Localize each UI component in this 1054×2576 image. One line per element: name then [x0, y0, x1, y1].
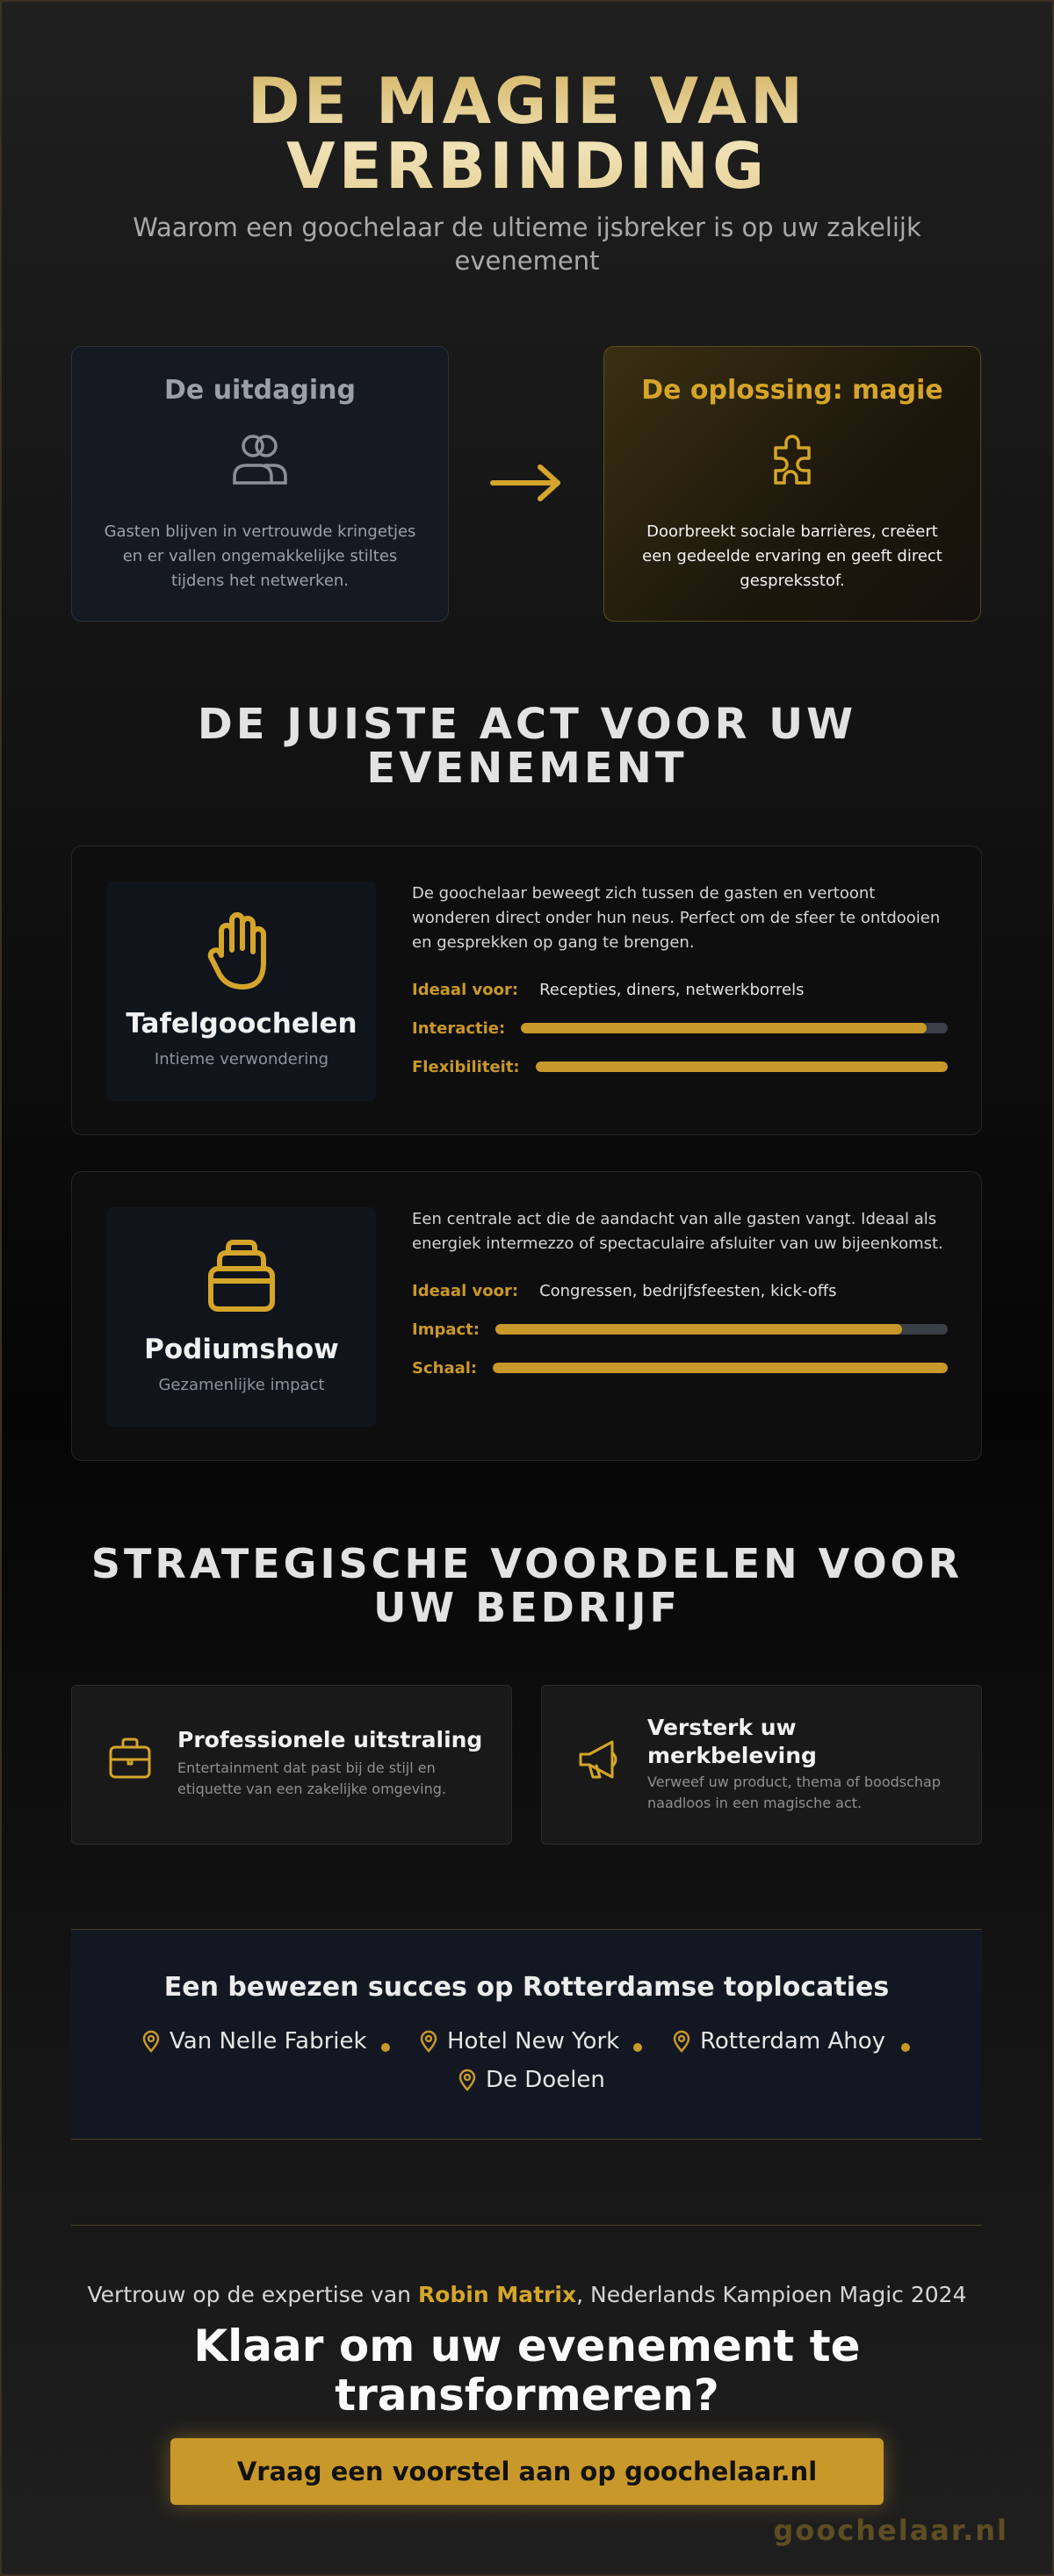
metric-bar-fill: [536, 1061, 948, 1072]
hero-title: [0, 64, 1054, 203]
benefit-title: Versterk uw merkbeleving: [647, 1715, 817, 1768]
benefits-title-line1: STRATEGISCHE VOORDELEN VOOR: [90, 1540, 964, 1587]
metric-bar: [495, 1324, 948, 1335]
map-pin-icon: [458, 2069, 477, 2091]
cta-title-line1: Klaar om uw evenement te: [193, 2321, 861, 2371]
acts-title-line1: DE JUISTE ACT VOOR UW: [197, 700, 857, 749]
metric-bar: [493, 1363, 948, 1373]
users-icon: [229, 428, 291, 490]
metric-bar-fill: [521, 1023, 927, 1033]
metric-label: Interactie:: [412, 1018, 506, 1038]
hand-icon: [202, 908, 281, 996]
act-card-tafelgoochelen: [71, 845, 982, 1135]
cta-title-line2: transformeren?: [335, 2370, 719, 2421]
solution-card: [603, 346, 981, 622]
ideal-value: Recepties, diners, netwerkborrels: [539, 980, 805, 999]
challenge-title: De uitdaging: [164, 375, 356, 406]
metric-label: Impact:: [412, 1320, 480, 1339]
metric-label: Schaal:: [412, 1358, 478, 1378]
act-description: Een centrale act die de aandacht van alle gasten vangt. Ideaal als energiek intermezzo of spectaculaire afsluiter van uw bijeenkomst.: [412, 1210, 943, 1253]
benefit-text: Entertainment dat past bij de stijl en etiquette van een zakelijke omgeving.: [177, 1759, 446, 1797]
benefits-section-title: [0, 1542, 1054, 1630]
benefit-title: Professionele uitstraling: [177, 1727, 483, 1752]
hero-subtitle: Waarom een goochelaar de ultieme ijsbreker is op uw zakelijk evenement: [133, 212, 921, 276]
acts-title-line2: EVENEMENT: [366, 744, 688, 793]
act-metric-row: [412, 1357, 948, 1378]
acts-section-title: [0, 700, 1054, 793]
location-item: [458, 2067, 605, 2093]
metric-bar: [521, 1023, 948, 1033]
benefit-card-brand: [541, 1685, 982, 1845]
proof-title: Een bewezen succes op Rotterdamse toplocaties: [163, 1972, 890, 2003]
act-ideal-row: [412, 1280, 948, 1301]
puzzle-icon: [762, 428, 823, 490]
location-name: Rotterdam Ahoy: [700, 2028, 886, 2054]
act-description: De goochelaar beweegt zich tussen de gasten en vertoont wonderen direct onder hun neus. Perfect om de sfeer te ontdooien en gesprekken op gang te brengen.: [412, 884, 941, 952]
act-metric-row: [412, 1056, 948, 1077]
metric-bar-fill: [495, 1324, 903, 1335]
hero-title-line2: VERBINDING: [285, 129, 769, 203]
act-name: Tafelgoochelen: [126, 1008, 357, 1040]
footer-brand: goochelaar.nl: [773, 2514, 1008, 2547]
solution-title: De oplossing: magie: [641, 375, 943, 406]
request-proposal-button[interactable]: Vraag een voorstel aan op goochelaar.nl: [170, 2438, 884, 2505]
benefits-title-line2: UW BEDRIJF: [373, 1584, 681, 1631]
location-item: [419, 2028, 619, 2054]
trust-prefix: Vertrouw op de expertise van: [87, 2282, 418, 2307]
act-icon-box: [107, 1207, 376, 1427]
benefit-card-professional: [71, 1685, 512, 1845]
trust-name: Robin Matrix: [417, 2282, 577, 2307]
map-pin-icon: [672, 2030, 691, 2053]
challenge-card: [71, 346, 449, 622]
location-name: De Doelen: [486, 2067, 605, 2093]
briefcase-icon: [104, 1733, 156, 1786]
act-icon-box: [107, 881, 376, 1101]
benefit-text: Verweef uw product, thema of boodschap naadloos in een magische act.: [647, 1774, 942, 1811]
separator-dot: [901, 2043, 910, 2052]
arrow-right-icon: [487, 457, 567, 509]
act-name: Podiumshow: [144, 1334, 339, 1365]
solution-text: Doorbreekt sociale barrières, creëert een gedeelde ervaring en geeft direct gespreksstof.: [642, 522, 942, 590]
metric-bar: [536, 1061, 948, 1072]
proof-section: [71, 1929, 982, 2140]
metric-label: Flexibiliteit:: [412, 1057, 520, 1076]
location-name: Hotel New York: [447, 2028, 620, 2054]
cta-title: [0, 2321, 1054, 2420]
act-card-podiumshow: [71, 1171, 982, 1461]
hero-title-line1: DE MAGIE VAN: [247, 64, 807, 138]
stage-icon: [202, 1234, 281, 1321]
act-ideal-row: [412, 979, 948, 1000]
act-tagline: Intieme verwondering: [154, 1050, 329, 1069]
megaphone-icon: [574, 1733, 626, 1786]
separator-dot: [633, 2043, 642, 2052]
location-item: [672, 2028, 885, 2054]
act-metric-row: [412, 1319, 948, 1340]
section-divider: [71, 2225, 982, 2226]
map-pin-icon: [419, 2030, 438, 2053]
trust-suffix: , Nederlands Kampioen Magic 2024: [576, 2282, 967, 2307]
act-tagline: Gezamenlijke impact: [158, 1376, 325, 1394]
separator-dot: [381, 2043, 390, 2052]
metric-bar-fill: [493, 1363, 948, 1373]
trust-line: [0, 2282, 1054, 2307]
location-name: Van Nelle Fabriek: [170, 2028, 367, 2054]
ideal-label: Ideaal voor:: [412, 980, 519, 999]
location-item: [141, 2028, 367, 2054]
ideal-label: Ideaal voor:: [412, 1281, 519, 1300]
map-pin-icon: [141, 2030, 161, 2053]
act-metric-row: [412, 1018, 948, 1039]
challenge-text: Gasten blijven in vertrouwde kringetjes en er vallen ongemakkelijke stiltes tijdens het netwerken.: [104, 522, 416, 590]
ideal-value: Congressen, bedrijfsfeesten, kick-offs: [539, 1281, 837, 1300]
